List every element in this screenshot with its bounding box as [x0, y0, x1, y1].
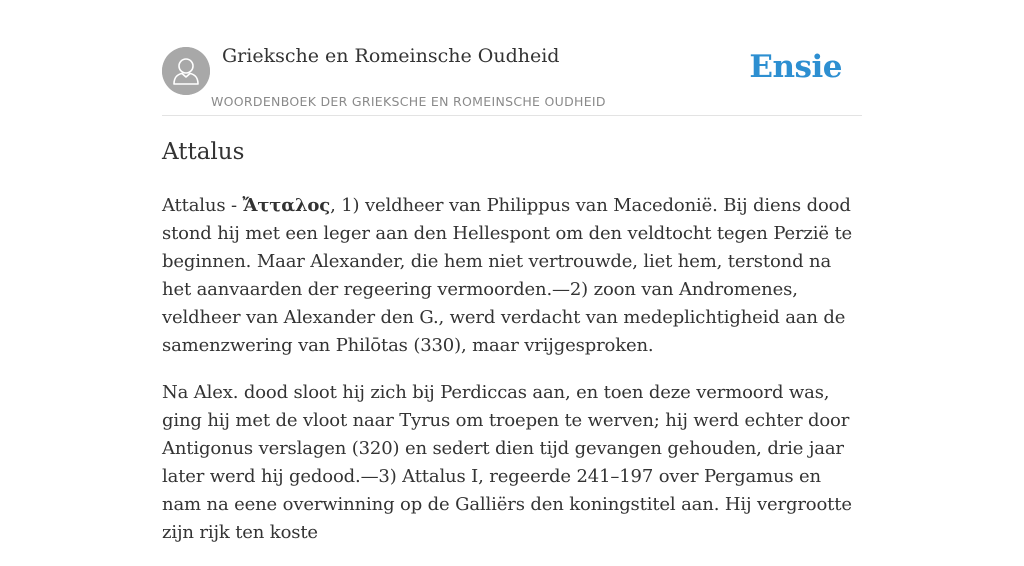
- header: [162, 0, 862, 116]
- entry-title: Attalus: [162, 139, 245, 165]
- entry-paragraph-1: [162, 192, 862, 360]
- site-title[interactable]: Grieksche en Romeinsche Oudheid: [222, 45, 560, 67]
- avatar[interactable]: [162, 47, 210, 95]
- entry-paragraph-1-text: , 1) veldheer van Philippus van Macedonië. Bij diens dood stond hij met een leger aan den Hellespont om den veldtocht tegen Perzië te beginnen. Maar Alexander, die hem niet vertrouwde, liet hem, terstond na het aanvaarden der regeering vermoorden.—2) zoon van Andromenes, veldheer van Alexander den G., werd verdacht van medeplichtigheid aan de samenzwering van Philōtas (330), maar vrijgesproken.: [162, 195, 853, 356]
- content-column: [162, 0, 862, 543]
- greek-term: Ἄτταλος: [242, 195, 331, 216]
- entry-body: [162, 192, 862, 566]
- entry-lead: Attalus -: [162, 195, 243, 216]
- user-icon: [162, 47, 210, 95]
- entry-paragraph-2: Na Alex. dood sloot hij zich bij Perdiccas aan, en toen deze vermoord was, ging hij met de vloot naar Tyrus om troepen te werven; hij werd echter door Antigonus verslagen (320) en sedert dien tijd gevangen gehouden, drie jaar later werd hij gedood.—3) Attalus I, regeerde 241–197 over Pergamus en nam na eene overwinning op de Galliërs den koningstitel aan. Hij vergrootte zijn rijk ten koste: [162, 382, 852, 543]
- brand-logo[interactable]: Ensie: [749, 49, 842, 85]
- site-subtitle: WOORDENBOEK DER GRIEKSCHE EN ROMEINSCHE OUDHEID: [211, 94, 606, 109]
